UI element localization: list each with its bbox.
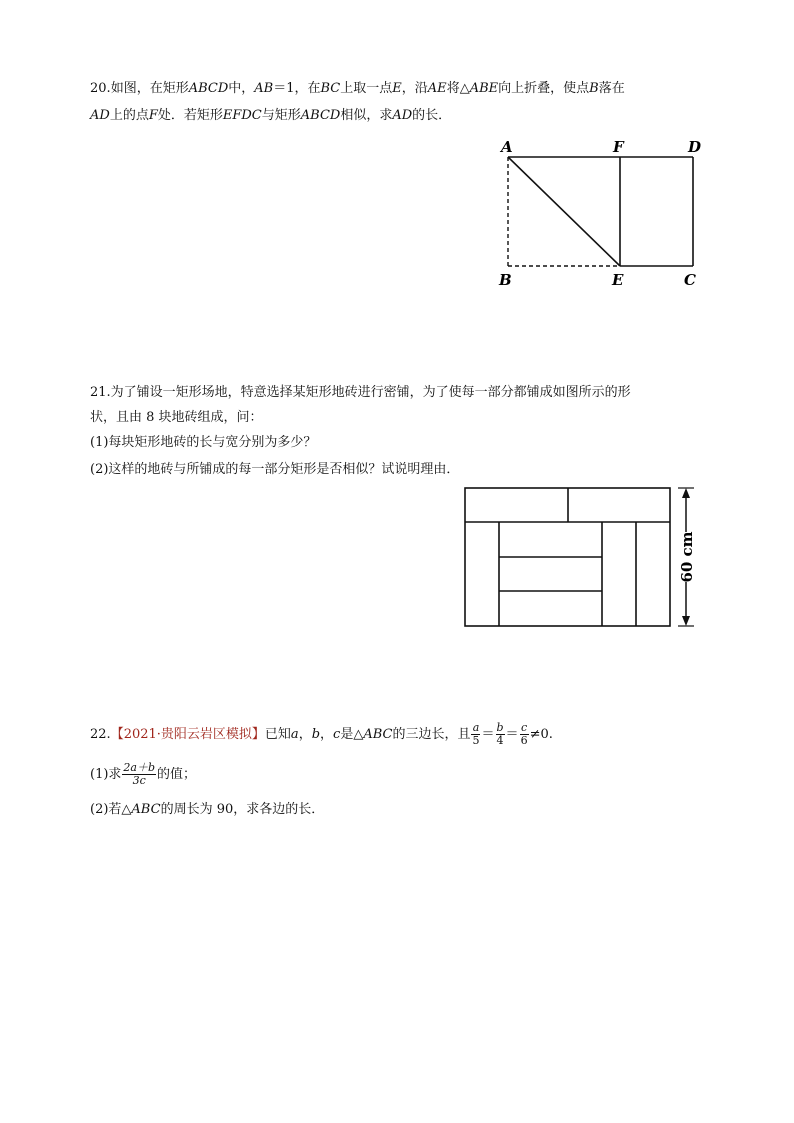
fraction-c-6: $\frac{c}{6}$ [520, 721, 528, 747]
q21-line3: (1)每块矩形地砖的长与宽分别为多少？ [90, 435, 317, 450]
edge-ae [508, 157, 620, 266]
fraction-a-5: $\frac{a}{5}$ [472, 721, 480, 747]
label-e: E [612, 271, 624, 289]
q21-line2: 状，且由 8 块地砖组成，问： [90, 410, 263, 425]
q20-line1: 20.如图，在矩形ABCD中，AB＝1，在BC上取一点E，沿AE将△ABE向上折叠，使点B落在 [90, 81, 625, 96]
q22-part1: (1)求 $\frac{2a+b}{3c}$ 的值； [90, 761, 197, 787]
q22-line1: 22.【2021·贵阳云岩区模拟】已知a，b，c是△ABC的三边长，且 $\frac{a}{5}$ ＝ $\frac{b}{4}$ ＝ $\frac{c}{6}$ ≠0. [90, 721, 553, 747]
fraction-b-4: $\frac{b}{4}$ [496, 721, 504, 747]
q20-line2: AD上的点F处．若矩形EFDC与矩形ABCD相似，求AD的长． [90, 108, 452, 123]
q21-line1: 21.为了铺设一矩形场地，特意选择某矩形地砖进行密铺，为了使每一部分都铺成如图所示的形 [90, 385, 631, 400]
label-a: A [501, 138, 513, 156]
label-d: D [688, 138, 702, 156]
q22-part2: (2)若△ABC的周长为 90，求各边的长． [90, 802, 325, 817]
q21-tile-figure [460, 482, 710, 632]
arrowhead-up-icon [682, 488, 690, 498]
q22-source: 【2021·贵阳云岩区模拟】 [110, 727, 265, 742]
q20-number: 20. [90, 81, 111, 96]
fraction-2a-plus-b-over-3c: $\frac{2a+b}{3c}$ [123, 761, 156, 787]
label-b: B [499, 271, 512, 289]
dimension-label: 60 cm [678, 531, 696, 583]
label-c: C [684, 271, 696, 289]
label-f: F [613, 138, 624, 156]
q21-line4: (2)这样的地砖与所铺成的每一部分矩形是否相似？试说明理由． [90, 462, 460, 477]
q20-figure [490, 135, 715, 295]
arrowhead-down-icon [682, 616, 690, 626]
